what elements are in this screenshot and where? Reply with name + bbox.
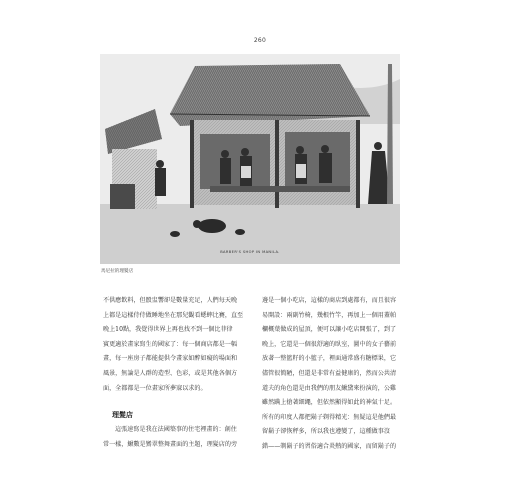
section-heading: 理髮店 — [112, 410, 133, 420]
body-line: 放著一整籃籽的小籃子，裡面通常盛有糖標果，它 — [262, 355, 397, 363]
body-line: 面，全都都是一位畫家所夢寐以求的。 — [103, 384, 207, 392]
body-line: 雖然蹒上搶著細繩，但依然顯得如此的神氣十足。 — [262, 399, 397, 407]
body-line: 欄概葉做成的屋頂，便可以讓小吃店開張了，到了 — [262, 326, 397, 334]
body-line: 常一樣，鰍數是鸞翠整舞畫面的主題，理髮店的旁 — [103, 440, 238, 448]
body-line: 風景，無論是人群的造型、色彩，或是其他各個方 — [103, 369, 238, 377]
body-line: 留鬍子卻恢秤多，所以我也遵變了，這種做事沒 — [262, 428, 390, 436]
left-text-column — [103, 294, 249, 452]
plate-caption: BARBER'S SHOP IN MANILA. — [220, 250, 280, 254]
body-line: 上都是這樣侍侍做睡地坐在那兒觀看蟋蟀比賽，直至 — [103, 311, 244, 319]
figure-caption: 馬尼拉的理髮店 — [101, 269, 134, 274]
page-number: 260 — [253, 37, 267, 44]
right-text-column — [262, 294, 408, 455]
body-line: 邊是一個小吃店，這樣的商店到處都有，而且很容 — [262, 297, 397, 304]
body-line: 道夫的角色還是由我們的朋友鰍黛來扮演的，公雞 — [262, 384, 397, 392]
body-line: 儘管很簡陋，但還是非常有益健康的，然而公共清 — [262, 369, 397, 377]
body-line: 不供應飲料，但骰盅響卻是數量充足，人們每天晚 — [103, 297, 238, 304]
body-line: 易開設：兩副竹椅，幾根竹竿，再加上一個用蓋帕 — [262, 311, 397, 319]
body-line: 這張速寫是我在法國築事的住宅裡畫的：創住 — [115, 426, 237, 434]
body-line: 錯——剃鬍子的習俗適合炎熱的國家，而留鬍子的 — [262, 442, 397, 450]
body-line: 晚上，它還是一個很舒適的臥室，圖中的女子藝前 — [262, 340, 397, 348]
engraving-illustration — [100, 54, 400, 264]
body-line: 晚上10點，我覺得世界上再也找不到一個比菲律 — [103, 326, 233, 334]
body-line: 所有的印度人都把鬍子剃得精光：無疑這是他們最 — [262, 413, 397, 421]
body-line: 賓更適於畫家寫生的國家了：每一個商店都是一幅 — [103, 340, 238, 348]
body-line: 畫，每一座房子都能提供令畫家如醉如癡的場面和 — [103, 355, 238, 363]
